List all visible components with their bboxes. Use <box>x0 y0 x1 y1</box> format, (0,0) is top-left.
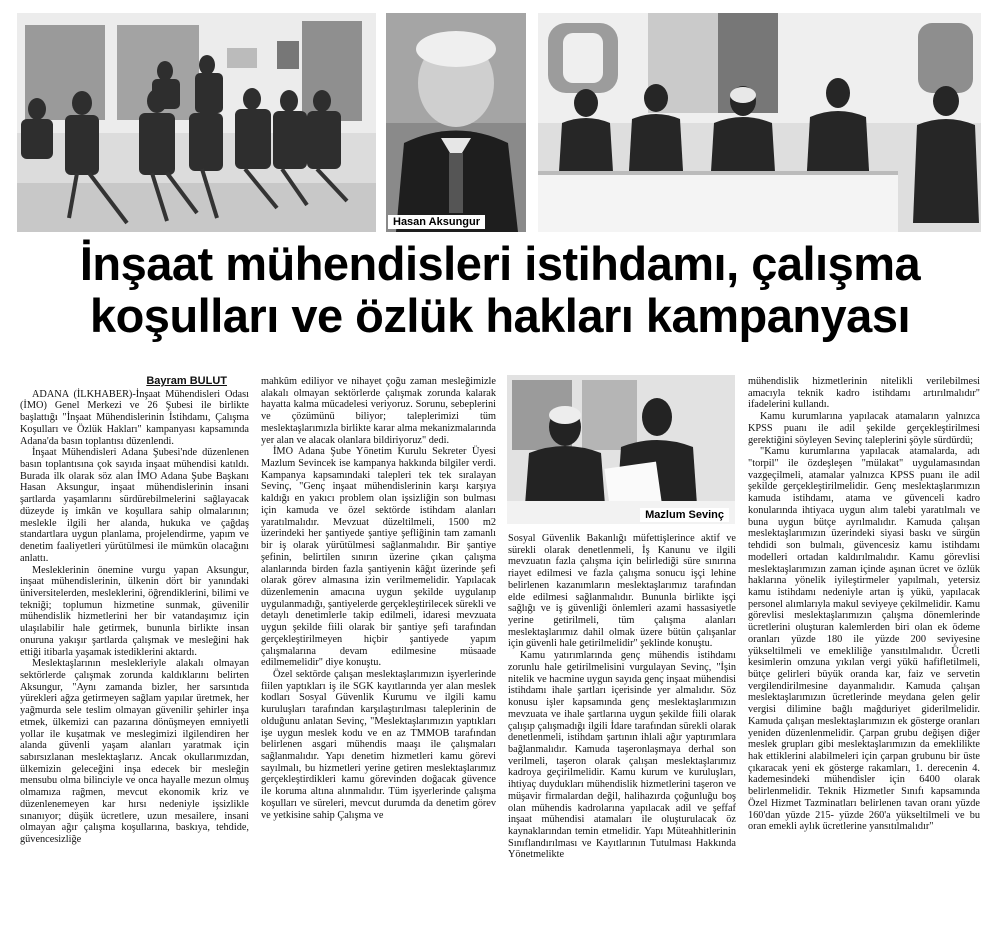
photo-press-table <box>538 13 981 232</box>
photo-caption-mazlum-sevinc: Mazlum Sevinç <box>640 508 729 522</box>
article-column-2 <box>261 376 496 941</box>
photo-caption-hasan-aksungur: Hasan Aksungur <box>388 215 485 229</box>
article-paragraph: İMO Adana Şube Yönetim Kurulu Sekreter Üyesi Mazlum Sevincek ise kampanya hakkında bilgiler verdi. Kampanya kapsamındaki talepleri tek tek sıralayan Sevinç, "Genç inşaat mühendislerinin karşı karşıya kaldığı en yakıcı problem olan işsizliğin son bulması için kamuda ve özel sektörde istihdam alanları yaratılmalıdır. Mevzuat düzeltilmeli, 1500 m2 üzerindeki her şantiyede şantiye şefliğinin tam zamanlı bir iş olarak yürütülmesi sağlanmalıdır. Bir şantiye şefinin, belirtilen sınırın üzerine çıkan çalışma alanlarında birden fazla şantiyenin kâğıt üzerinde şefi olarak görev almasına izin verilmemelidir. Yapılacak düzenlemenin amacına uygun şekilde uygulanıp uygulanmadığı, şantiyelerde gerçekleştirilecek sürekli ve detaylı denetimlerle takip edilmeli, idaresi mevzuata uygun şekilde fiili olarak bir şantiye şefi tarafından gerçekleştirilmeyen hiçbir şantiyede yapım çalışmalarına devam edilmesine müsaade edilmemelidir" diye konuştu. <box>261 446 496 669</box>
photo-hasan-aksungur <box>386 13 526 232</box>
article-column-4 <box>748 376 980 941</box>
article-paragraph: ADANA (İLKHABER)-İnşaat Mühendisleri Odası (İMO) Genel Merkezi ve 26 Şubesi ile birlikte başlattığı "İnşaat Mühendislerinin İstihdamı, Çalışma Koşulları ve Özlük Hakları" kampanyası kapsamında Adana'da basın toplantısı düzenlendi. <box>20 388 249 447</box>
photo-mazlum-sevinc <box>507 375 735 524</box>
headline <box>18 238 982 342</box>
photo-meeting-room <box>17 13 376 232</box>
headline-line-2: koşulları ve özlük hakları kampanyası <box>89 289 911 342</box>
article-paragraph: Meslektaşlarının meslekleriyle alakalı olmayan sektörlerde çalışmak zorunda kaldıklarını belirten Aksungur, "Aynı zamanda bizler, her sarsıntıda yürekleri ağza getirmeyen sağlam yapılar üretmek, her yağmurda sele teslim olmayan güvenilir şehirler inşa etmek, ülkemizi can pazarına dönüşmeyen emniyetli yollar ile kuşatmak ve meslegimizi ilgilendiren her alanda güvenli yaşam alanları yaratmak için sabırsızlanan meslektaşlarız. Ancak okullarımızdan, ülkemizin geleceğini inşa edecek bir mesleğin mensubu olma bilinciyle ve onca hayalle mezun olmuş olmamıza rağmen, mevcut ekonomik kriz ve düzenlenemeyen kar hırsı nedeniyle işsizlikle sınanıyor; düşük ücretlere, uzun mesailere, insani olmayan ağır çalışma koşullarına, baskıya, tehdide, güvencesizliğe <box>20 658 249 846</box>
article-paragraph: Kamu yatırımlarında genç mühendis istihdamı zorunlu hale getirilmelisini vurgulayan Sevinç, "İşin nitelik ve hacmine uygun sayıda genç inşaat mühendisi istihdamı ihale şartları içerisinde yer almalıdır. Söz konusu işler kapsamında genç meslektaşlarımızın mevzuata ve ihale şartlarına uygun şekilde fiili olarak çalışıp çalışmadığı ilgili İdare tarafından sürekli olarak denetlenmeli, istihdam şartının ihlali ağır yaptırımlara bağlanmalıdır. Kamuda taşeronlaşmaya derhal son verilmeli, taşeron olarak çalışan meslektaşlarımız kadroya geçirilmelidir. Kamu kurum ve kuruluşları, ihtiyaç duydukları mühendislik hizmetlerini taşeron ve müşavir firmalardan değil, halihazırda çoğunluğu boş olan mühendis kadrolarına yapılacak adil ve şeffaf inşaat mühendisi atamaları ile oluşturulacak öz kaynaklarından temin etmelidir. Yapı Müteahhitlerinin Sınıflandırılması ve Kayıtlarının Tutulması Hakkında Yönetmelikte <box>508 650 736 861</box>
article-paragraph: Sosyal Güvenlik Bakanlığı müfettişlerince aktif ve sürekli olarak denetlenmeli, İş Kanunu ve ilgili mevzuatın fazla çalışma için belirlediği süre sınırına riayet edilmesi ve fazla çalışma sonucu işçi lehine belirlenen kazanımların meslektaşlarımız tarafından elde edilmesi sağlanmalıdır. Bununla birlikte işçi sağlığı ve iş güvenliği önlemleri azami hassasiyetle yerine getirilmeli, tüm çalışma alanları meslektaşlarımız dahil olmak üzere bütün çalışanlar için güvenli hale getirilmelidir" şeklinde konuştu. <box>508 533 736 650</box>
article-paragraph: "Kamu kurumlarına yapılacak atamalarda, adı "torpil" ile özdeşleşen "mülakat" uygulamasından vazgeçilmeli, atamalar yalnızca KPSS puanı ile adil şekilde gerçekleştirilmelidir. Genç meslektaşlarımızın kamuda istihdamı, atama ve güvenceli kadro konularında ihtiyaca uygun alım talebi yaratılmalı ve buna uygun bütçe ayrılmalıdır. Kamuda çalışan meslektaşlarımızın üzerindeki siyasi baskı ve sürgün tehdidi son bulmalı, güvencesiz kamu istihdamı modelleri ortadan kaldırılmalıdır. Kamu görevlisi meslektaşlarımızın zaman içinde aşınan ücret ve özlük haklarına yönelik iyileştirmeler yapılmalı, yetersiz kamu istihdamı nedeniyle artan iş yükü, yapılacak personel alımlarıyla makul seviyeye çekilmelidir. Kamu görevlisi meslektaşlarımızın çalışma dönemlerinde ücretlerini oluşturan kalemlerden biri olan ek ödeme oranları yüzde 180 ile yüzde 200 seviyesine yükseltilmeli ve emekliliğe yansıtılmalıdır. Ücretli kesimlerin omzuna yıkılan vergi yükü hafifletilmeli, bütçe gelirleri büyük oranda kar, faiz ve servetin vergilendirilmesine dayanmalıdır. Kamuda çalışan meslektaşlarımızın ücretlerinde meydana gelen gelir vergisi dilimine bağlı mağduriyet giderilmelidir. Kamuda çalışan meslektaşlarımızın ek gösterge oranları yeniden düzenlenmelidir. Çarpan grubu değişen diğer meslek grupları gibi meslektaşlarımızın da emeklilikte hak ettiklerini alabilmeleri için çarpan grubunu bir üste çıkaracak yeni ek gösterge rakamları, 1. derecenin 4. kademesindeki mühendisler için 6400 olarak belirlenmelidir. Teknik Hizmetler Sınıfı kapsamında Özel Hizmet Tazminatları belirlenen tavan oranı yüzde 160'dan yüzde 215- yüzde 260'a yükseltilmeli ve bu oran emekli aylık ücretlerine yansıtılmalıdır" <box>748 446 980 833</box>
article-paragraph: Özel sektörde çalışan meslektaşlarımızın işyerlerinde fiilen yaptıkları iş ile SGK kayıtlarında yer alan meslek kodları Sosyal Güvenlik Kurumu ve ilgili kamu kuruluşları tarafından karşılaştırılması taleplerinin de olduğunu anlatan Sevinç, "Meslektaşlarımızın yaptıkları işe uygun meslek kodu ve en az TMMOB tarafından belirlenen asgari mühendis maaşı ile çalışmaları sağlanmalıdır. Yapı denetim hizmetleri kamu görevi sayılmalı, bu hizmetleri yerine getiren meslektaşlarımız gerçekleştirdikleri kamu görevinden doğacak güvence ile koruma altına alınmalıdır. Tüm işyerlerinde çalışma koşulları ve süreleri, mevcut durumda da denetim görev ve yetkisine sahip Çalışma ve <box>261 668 496 821</box>
article-paragraph: Mesleklerinin önemine vurgu yapan Aksungur, inşaat mühendislerinin, ülkenin dört bir yanındaki üniversitelerden, mesleklerini, öğrendiklerini, bilimi ve tekniği; toplumun hizmetine sunmak, güvenilir mühendislik hizmetlerini her bir vatandaşımız için ulaşılabilir hale getirmek, bununla birlikte insan onuruna yakışır şartlarda çalışmak ve mesleğini hak ettiği itibarla yaşamak istediklerini aktardı. <box>20 564 249 658</box>
article-paragraph: mahkûm ediliyor ve nihayet çoğu zaman mesleğimizle alakalı olmayan sektörlerde çalışmak zorunda kalarak hayatta kalma mücadelesi veriyoruz. Sorunu, sebeplerini ve çözümünü biliyor; taleplerimizi tüm meslektaşlarımızla birlikte karar alma mekanizmalarında yer alan ve alacak olanlara bildiriyoruz" dedi. <box>261 376 496 446</box>
byline: Bayram BULUT <box>146 376 227 387</box>
headline-line-1: İnşaat mühendisleri istihdamı, çalışma <box>79 237 921 290</box>
article-paragraph: Kamu kurumlarına yapılacak atamaların yalnızca KPSS puanı ile adil şekilde gerçekleştirilmesi gerektiğini söyleyen Sevinç taleplerini şöyle sürdürdü; <box>748 411 980 446</box>
article-paragraph: mühendislik hizmetlerinin nitelikli verilebilmesi amacıyla teknik kadro istihdamı artırılmalıdır" ifadelerini kullandı. <box>748 376 980 411</box>
article-column-3 <box>508 533 736 941</box>
article-paragraph: İnşaat Mühendisleri Adana Şubesi'nde düzenlenen basın toplantısına çok sayıda inşaat mühendisi katıldı. Burada ilk olarak söz alan İMO Adana Şube Başkanı Hasan Aksungur, inşaat mühendislerinin insani şartlarda yaşamlarını sürdürebilmelerini sağlayacak düzeyde iş imkân ve koşullara sahip olmalarının; meslekle ilgili her alanda, hukuka ve çağdaş standartlara uygun planlama, projelendirme, yapım ve denetim faaliyetleri yürütülmesi ile mümkün olacağını anlattı. <box>20 447 249 564</box>
article-column-1 <box>20 376 249 941</box>
